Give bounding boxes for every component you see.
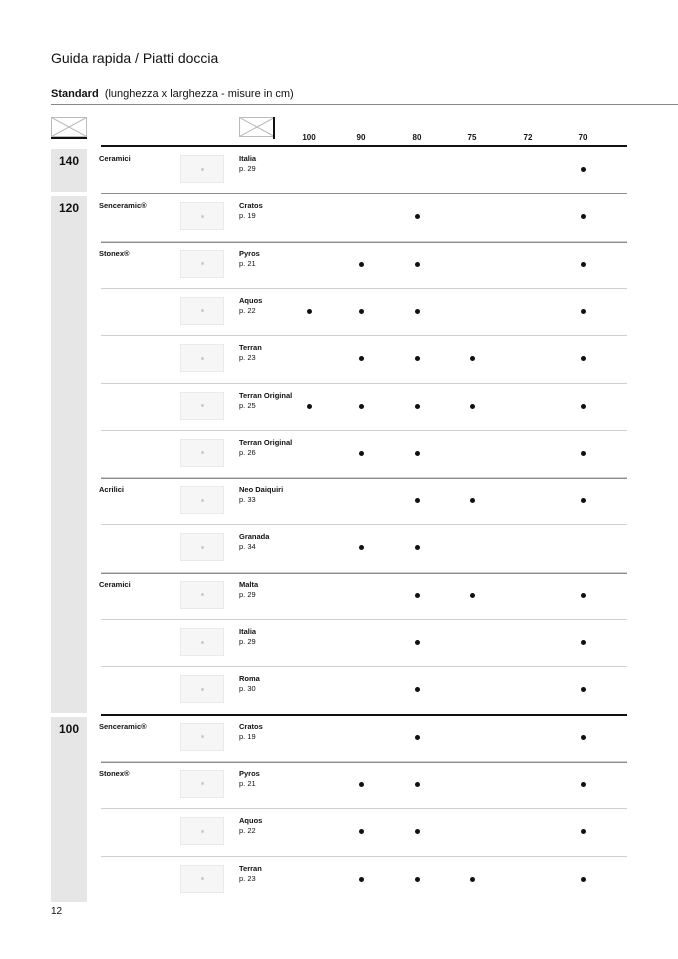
product-page-ref: p. 30 bbox=[239, 684, 256, 694]
drain-mark bbox=[201, 309, 204, 312]
category-divider bbox=[101, 478, 627, 479]
availability-dot bbox=[415, 356, 420, 361]
product-thumbnail bbox=[180, 533, 224, 561]
product-name: Aquos bbox=[239, 816, 263, 826]
drain-mark bbox=[201, 877, 204, 880]
width-header: 75 bbox=[467, 133, 477, 142]
product-thumbnail bbox=[180, 486, 224, 514]
width-header: 90 bbox=[356, 133, 366, 142]
page-number: 12 bbox=[51, 906, 63, 917]
product-thumbnail bbox=[180, 155, 224, 183]
availability-dot bbox=[359, 309, 364, 314]
availability-dot bbox=[581, 356, 586, 361]
category-label: Ceramici bbox=[99, 154, 131, 163]
page-title: Guida rapida / Piatti doccia bbox=[51, 50, 219, 66]
row-divider bbox=[101, 619, 627, 620]
availability-dot bbox=[415, 214, 420, 219]
product-page-ref: p. 26 bbox=[239, 447, 256, 457]
row-divider bbox=[101, 383, 627, 384]
length-band bbox=[51, 717, 87, 902]
length-label: 140 bbox=[58, 154, 80, 168]
drain-mark bbox=[201, 546, 204, 549]
product-thumbnail bbox=[180, 250, 224, 278]
category-divider bbox=[101, 762, 627, 763]
subtitle-bold: Standard bbox=[51, 88, 99, 100]
drain-mark bbox=[201, 404, 204, 407]
availability-dot bbox=[415, 498, 420, 503]
availability-dot bbox=[415, 735, 420, 740]
product-page-ref: p. 23 bbox=[239, 873, 256, 883]
width-header: 70 bbox=[578, 133, 588, 142]
product-name: Terran Original bbox=[239, 390, 293, 400]
product-thumbnail bbox=[180, 392, 224, 420]
row-divider bbox=[101, 524, 627, 525]
row-divider bbox=[101, 856, 627, 857]
availability-dot bbox=[359, 782, 364, 787]
category-label: Senceramic® bbox=[99, 721, 147, 731]
product-page-ref: p. 34 bbox=[239, 542, 256, 552]
category-label: Stonex® bbox=[99, 768, 130, 778]
category-label: Stonex® bbox=[99, 248, 130, 258]
availability-dot bbox=[470, 356, 475, 361]
drain-mark bbox=[201, 641, 204, 644]
subtitle-rest: (lunghezza x larghezza - misure in cm) bbox=[104, 88, 294, 100]
product-page-ref: p. 29 bbox=[239, 589, 256, 599]
product-name: Roma bbox=[239, 674, 260, 684]
product-page-ref: p. 22 bbox=[239, 826, 256, 836]
product-name: Pyros bbox=[239, 248, 260, 258]
product-name: Cratos bbox=[239, 721, 263, 731]
availability-dot bbox=[359, 451, 364, 456]
product-name: Terran bbox=[239, 343, 262, 353]
availability-dot bbox=[415, 877, 420, 882]
availability-dot bbox=[415, 404, 420, 409]
availability-dot bbox=[581, 167, 586, 172]
drain-mark bbox=[201, 593, 204, 596]
length-label: 120 bbox=[58, 201, 80, 216]
availability-dot bbox=[581, 640, 586, 645]
row-divider bbox=[101, 714, 627, 716]
drain-mark bbox=[201, 168, 204, 171]
product-name: Pyros bbox=[239, 768, 260, 778]
availability-dot bbox=[359, 262, 364, 267]
product-thumbnail bbox=[180, 675, 224, 703]
length-label: 100 bbox=[58, 721, 80, 736]
width-header: 80 bbox=[412, 133, 422, 142]
availability-dot bbox=[415, 545, 420, 550]
product-page-ref: p. 29 bbox=[239, 637, 256, 646]
product-name: Terran bbox=[239, 863, 262, 873]
availability-dot bbox=[359, 545, 364, 550]
width-header: 100 bbox=[302, 133, 316, 142]
category-label: Senceramic® bbox=[99, 201, 147, 211]
product-page-ref: p. 29 bbox=[239, 164, 256, 173]
availability-dot bbox=[581, 451, 586, 456]
length-icon-underline bbox=[51, 137, 87, 139]
header-rule bbox=[101, 145, 627, 147]
row-divider bbox=[101, 288, 627, 289]
drain-mark bbox=[201, 499, 204, 502]
availability-dot bbox=[415, 309, 420, 314]
drain-mark bbox=[201, 830, 204, 833]
availability-dot bbox=[470, 593, 475, 598]
section-subtitle bbox=[51, 88, 294, 100]
product-thumbnail bbox=[180, 344, 224, 372]
product-name: Italia bbox=[239, 627, 257, 636]
category-divider bbox=[101, 242, 627, 243]
category-label: Ceramici bbox=[99, 579, 131, 589]
drain-mark bbox=[201, 688, 204, 691]
availability-dot bbox=[581, 687, 586, 692]
availability-dot bbox=[359, 877, 364, 882]
category-label: Acrilici bbox=[99, 485, 125, 495]
availability-dot bbox=[359, 356, 364, 361]
availability-dot bbox=[359, 404, 364, 409]
row-divider bbox=[101, 430, 627, 431]
product-thumbnail bbox=[180, 723, 224, 751]
availability-dot bbox=[581, 309, 586, 314]
product-name: Aquos bbox=[239, 295, 263, 305]
product-page-ref: p. 21 bbox=[239, 778, 256, 788]
product-page-ref: p. 19 bbox=[239, 731, 256, 741]
drain-mark bbox=[201, 262, 204, 265]
availability-dot bbox=[581, 404, 586, 409]
availability-dot bbox=[415, 451, 420, 456]
availability-dot bbox=[415, 829, 420, 834]
product-thumbnail bbox=[180, 817, 224, 845]
row-divider bbox=[101, 193, 627, 194]
product-thumbnail bbox=[180, 628, 224, 656]
row-divider bbox=[101, 808, 627, 809]
row-divider bbox=[101, 335, 627, 336]
category-divider bbox=[101, 573, 627, 574]
availability-dot bbox=[581, 498, 586, 503]
product-name: Granada bbox=[239, 532, 270, 542]
availability-dot bbox=[415, 593, 420, 598]
product-page-ref: p. 22 bbox=[239, 305, 256, 315]
product-page-ref: p. 33 bbox=[239, 495, 256, 505]
drain-mark bbox=[201, 357, 204, 360]
product-thumbnail bbox=[180, 297, 224, 325]
width-header: 72 bbox=[523, 133, 533, 142]
availability-dot bbox=[581, 262, 586, 267]
product-thumbnail bbox=[180, 439, 224, 467]
shower-tray-length-icon bbox=[51, 117, 87, 137]
product-name: Neo Daiquiri bbox=[239, 485, 284, 495]
availability-dot bbox=[415, 782, 420, 787]
availability-dot bbox=[581, 735, 586, 740]
availability-dot bbox=[415, 640, 420, 645]
product-page-ref: p. 19 bbox=[239, 211, 256, 221]
product-name: Malta bbox=[239, 579, 259, 589]
product-thumbnail bbox=[180, 770, 224, 798]
length-band bbox=[51, 196, 87, 712]
availability-dot bbox=[470, 404, 475, 409]
availability-dot bbox=[581, 782, 586, 787]
product-name: Cratos bbox=[239, 201, 263, 211]
row-divider bbox=[101, 666, 627, 667]
availability-dot bbox=[307, 309, 312, 314]
product-name: Terran Original bbox=[239, 437, 293, 447]
shower-tray-width-icon bbox=[239, 117, 275, 137]
availability-dot bbox=[581, 877, 586, 882]
product-page-ref: p. 23 bbox=[239, 353, 256, 363]
availability-dot bbox=[359, 829, 364, 834]
product-thumbnail bbox=[180, 202, 224, 230]
subtitle-rule bbox=[51, 104, 678, 105]
availability-dot bbox=[581, 829, 586, 834]
availability-dot bbox=[415, 687, 420, 692]
drain-mark bbox=[201, 451, 204, 454]
drain-mark bbox=[201, 735, 204, 738]
product-thumbnail bbox=[180, 865, 224, 893]
availability-dot bbox=[470, 498, 475, 503]
product-thumbnail bbox=[180, 581, 224, 609]
product-page-ref: p. 25 bbox=[239, 400, 256, 410]
product-page-ref: p. 21 bbox=[239, 258, 256, 268]
drain-mark bbox=[201, 215, 204, 218]
availability-dot bbox=[470, 877, 475, 882]
availability-dot bbox=[415, 262, 420, 267]
availability-dot bbox=[307, 404, 312, 409]
drain-mark bbox=[201, 782, 204, 785]
availability-dot bbox=[581, 214, 586, 219]
product-name: Italia bbox=[239, 154, 257, 163]
width-icon-bar bbox=[273, 117, 275, 139]
availability-dot bbox=[581, 593, 586, 598]
